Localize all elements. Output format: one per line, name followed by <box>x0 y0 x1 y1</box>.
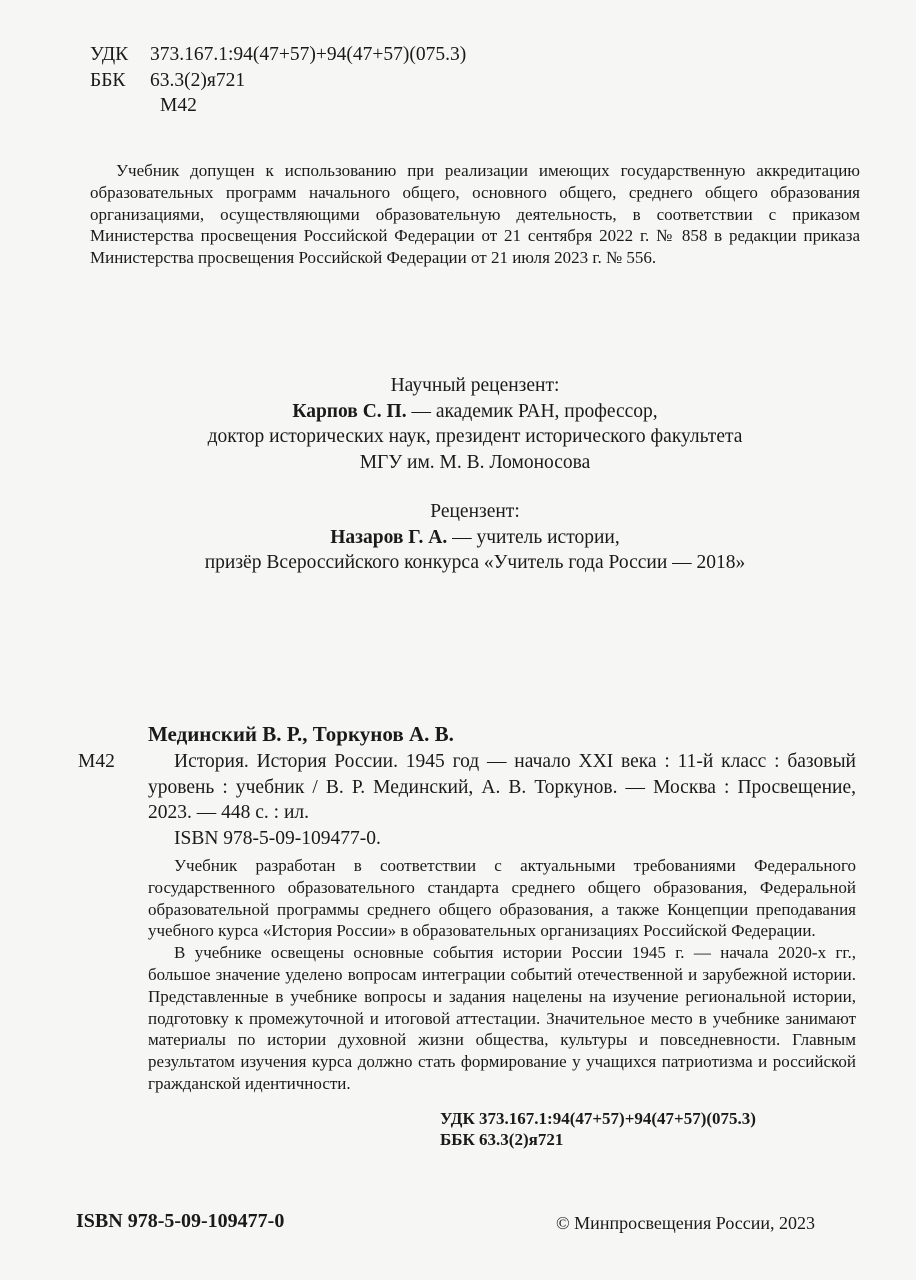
udk-value: 373.167.1:94(47+57)+94(47+57)(075.3) <box>150 44 467 65</box>
reviewers-block <box>60 373 890 576</box>
footer-copyright: © Минпросвещения России, 2023 <box>556 1213 816 1233</box>
approval-text: Учебник допущен к использованию при реализации имеющих государственную аккредитацию образовательных программ начального общего, основного общего, среднего общего образования организациями, осуществляющими образовательную деятельность, в соответствии с приказом Министерства просвещения Российской Федерации от 21 сентября 2022 г. № 858 в редакции приказа Министерства просвещения Российской Федерации от 21 июля 2023 г. № 556. <box>90 161 860 268</box>
annotation <box>148 855 856 1095</box>
scientific-reviewer-affiliation: МГУ им. М. В. Ломоносова <box>359 451 591 473</box>
bottom-udk: УДК 373.167.1:94(47+57)+94(47+57)(075.3) <box>440 1109 756 1128</box>
footer-isbn: ISBN 978-5-09-109477-0 <box>76 1210 285 1232</box>
scientific-reviewer-line <box>60 399 890 425</box>
annotation-paragraph-2: В учебнике освещены основные события истории России 1945 г. — начала 2020-х гг., большое значение уделено вопросам интеграции событий отечественной и зарубежной истории. Представленные в учебнике вопросы и задания нацелены на изучение региональной истории, подготовку к промежуточной и итоговой аттестации. Значительное место в учебнике занимают материалы по истории духовной жизни общества, культуры и повседневности. Главным результатом изучения курса должно стать формирование у учащихся патриотизма и российской гражданской идентичности. <box>148 943 856 1093</box>
bbk-value: 63.3(2)я721 <box>150 69 246 91</box>
scientific-reviewer-name: Карпов С. П. <box>292 400 407 422</box>
scientific-reviewer-desc: — академик РАН, профессор, <box>406 400 658 422</box>
reviewer-award: призёр Всероссийского конкурса «Учитель года России — 2018» <box>204 552 746 573</box>
udk-line <box>90 42 466 68</box>
reviewer-label: Рецензент: <box>430 501 520 522</box>
catalog-description: История. История России. 1945 год — начало XXI века : 11-й класс : базовый уровень : учебник / В. Р. Мединский, А. В. Торкунов. — Москва : Просвещение, 2023. — 448 с. : ил. <box>148 751 856 823</box>
bbk-line <box>90 68 466 94</box>
catalog-mark: М42 <box>78 751 115 772</box>
author-mark: М42 <box>160 95 197 116</box>
udk-label: УДК <box>90 44 129 65</box>
reviewer-desc: — учитель истории, <box>447 526 620 548</box>
bottom-index <box>440 1108 756 1150</box>
top-index <box>90 42 466 119</box>
scientific-reviewer-label: Научный рецензент: <box>390 375 560 396</box>
catalog-authors: Мединский В. Р., Торкунов А. В. <box>148 722 454 746</box>
bbk-label: ББК <box>90 69 126 91</box>
reviewer-line <box>60 525 890 551</box>
reviewer-name: Назаров Г. А. <box>330 526 448 548</box>
annotation-paragraph-1: Учебник разработан в соответствии с актуальными требованиями Федерального государственного образовательного стандарта среднего общего образования, Федеральной образовательной программы среднего общего образования, а также Концепции преподавания учебного курса «История России» в образовательных организациях Российской Федерации. <box>148 856 856 941</box>
bottom-bbk: ББК 63.3(2)я721 <box>440 1130 564 1149</box>
catalog-isbn: ISBN 978-5-09-109477-0. <box>174 828 381 849</box>
scientific-reviewer-degree: доктор исторических наук, президент исторического факультета <box>207 426 743 447</box>
